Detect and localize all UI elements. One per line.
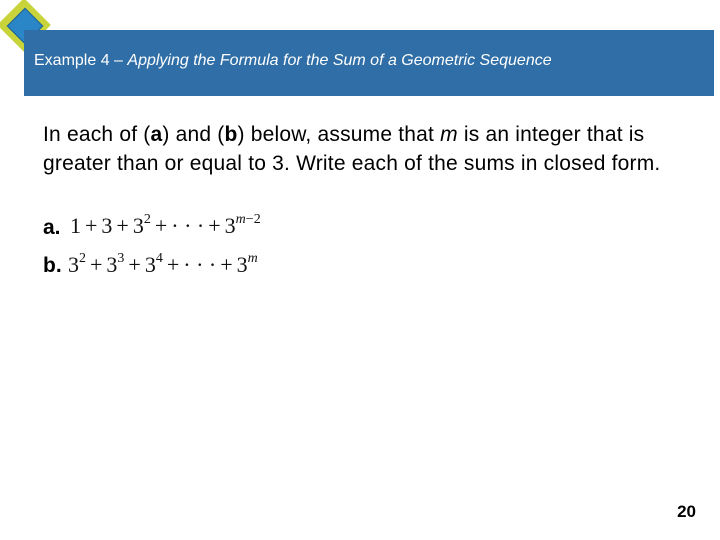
- sum-expression-a: [70, 213, 261, 239]
- page-number: 20: [677, 502, 696, 521]
- title-bar: [24, 30, 714, 96]
- plus-sign: +: [208, 213, 221, 238]
- text-part: is an integer that is greater than or equal to 3. Write each of the sums in closed form.: [43, 123, 661, 175]
- item-b: [43, 254, 62, 278]
- slide-title: [34, 52, 552, 70]
- item-a-label: a.: [43, 216, 61, 239]
- ellipsis: · · ·: [171, 213, 205, 238]
- item-b-label: b.: [43, 254, 62, 277]
- plus-sign: +: [154, 213, 168, 238]
- plus-sign: +: [166, 252, 180, 277]
- text-part: In each of (: [43, 123, 151, 146]
- term: 3: [224, 213, 236, 238]
- ellipsis: · · ·: [183, 252, 217, 277]
- exponent: 2: [79, 250, 86, 266]
- term: 3: [101, 213, 113, 238]
- problem-statement: [43, 120, 683, 178]
- term: 1: [70, 213, 81, 238]
- part-b-ref: b: [224, 123, 238, 146]
- exponent-variable: m: [235, 211, 246, 227]
- exponent: 4: [155, 250, 163, 266]
- term: 3: [144, 252, 156, 277]
- term: 3: [236, 252, 248, 277]
- exponent: 2: [143, 211, 151, 227]
- part-a-ref: a: [150, 123, 163, 146]
- plus-sign: +: [220, 252, 233, 277]
- variable-m: m: [440, 123, 458, 146]
- plus-sign: +: [128, 252, 141, 277]
- term: 3: [132, 213, 144, 238]
- plus-sign: +: [116, 213, 129, 238]
- text-part: ) and (: [162, 123, 225, 146]
- term: 3: [106, 252, 118, 277]
- plus-sign: +: [85, 213, 98, 238]
- title-prefix: Example 4 –: [34, 52, 128, 69]
- sum-expression-b: [68, 252, 258, 278]
- exponent: −2: [245, 211, 261, 227]
- plus-sign: +: [90, 252, 103, 277]
- exponent: 3: [117, 250, 125, 266]
- exponent-variable: m: [247, 250, 258, 266]
- item-a: [43, 216, 61, 240]
- term: 3: [68, 252, 79, 277]
- title-main: Applying the Formula for the Sum of a Geometric Sequence: [127, 52, 552, 69]
- text-part: ) below, assume that: [237, 123, 441, 146]
